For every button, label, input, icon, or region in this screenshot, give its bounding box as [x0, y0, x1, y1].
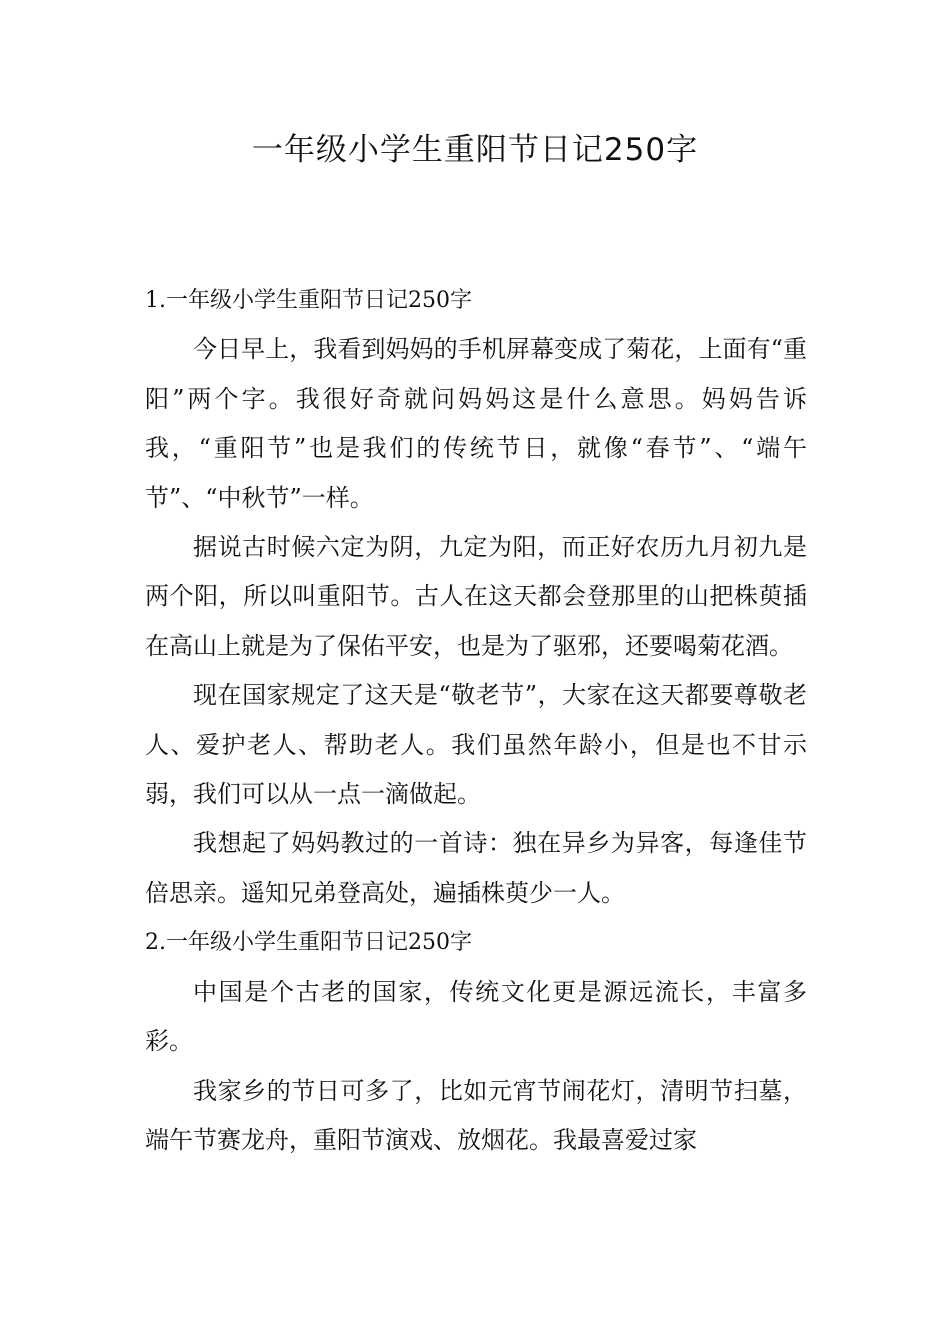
- document-body: [145, 276, 807, 1165]
- paragraph: 中国是个古老的国家，传统文化更是源远流长，丰富多彩。: [145, 977, 807, 1056]
- paragraph: 我家乡的节日可多了，比如元宵节闹花灯，清明节扫墓，端午节赛龙舟，重阳节演戏、放烟花。我最喜爱过家: [145, 1076, 807, 1154]
- diary-section-1: [145, 276, 807, 918]
- paragraph: 据说古时候六定为阴，九定为阳，而正好农历九月初九是两个阳，所以叫重阳节。古人在这天都会登那里的山把株萸插在高山上就是为了保佑平安，也是为了驱邪，还要喝菊花酒。: [145, 533, 807, 660]
- paragraph: 现在国家规定了这天是“敬老节”，大家在这天都要尊敬老人、爱护老人、帮助老人。我们虽然年龄小，但是也不甘示弱，我们可以从一点一滴做起。: [145, 681, 807, 809]
- paragraph: 我想起了妈妈教过的一首诗：独在异乡为异客，每逢佳节倍思亲。遥知兄弟登高处，遍插株萸少一人。: [145, 829, 807, 907]
- diary-section-2: [145, 918, 807, 1165]
- section-heading: 1.一年级小学生重阳节日记250字: [145, 288, 472, 313]
- section-heading: 2.一年级小学生重阳节日记250字: [145, 930, 472, 956]
- paragraph: 今日早上，我看到妈妈的手机屏幕变成了菊花，上面有“重阳”两个字。我很好奇就问妈妈这是什么意思。妈妈告诉我，“重阳节”也是我们的传统节日，就像“春节”、“端午节”、“中秋节”一样。: [145, 335, 807, 512]
- document-title: 一年级小学生重阳节日记250字: [251, 132, 699, 168]
